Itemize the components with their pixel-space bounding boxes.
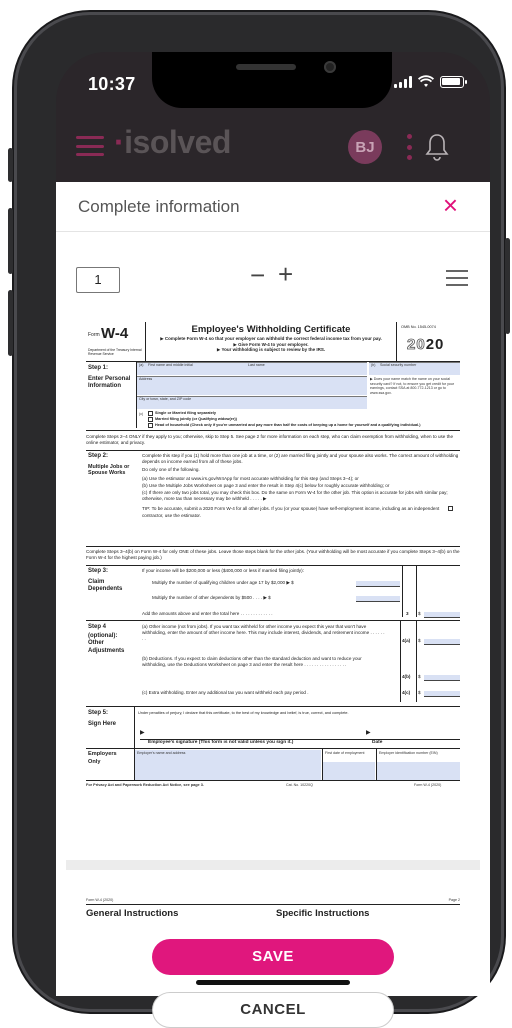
- employers-only-label: Employers Only: [88, 751, 117, 765]
- modal-header: [56, 182, 490, 232]
- app-header: [56, 112, 490, 182]
- status-icons: [394, 76, 464, 88]
- volume-down-button: [8, 290, 13, 356]
- specific-instructions-heading: Specific Instructions: [276, 908, 370, 919]
- single-checkbox[interactable]: [148, 411, 153, 416]
- bell-icon[interactable]: [424, 132, 450, 162]
- hamburger-menu-icon[interactable]: [76, 136, 104, 156]
- cancel-button[interactable]: CANCEL: [152, 992, 394, 1028]
- other-dependents-amount-field[interactable]: [356, 596, 400, 602]
- isolved-logo: ·isolved: [114, 124, 231, 160]
- page-number-input[interactable]: 1: [76, 267, 120, 293]
- form-number: W-4: [101, 325, 129, 342]
- step3-label: Step 3: Claim Dependents: [88, 568, 123, 592]
- filing-status-options: Single or Married filing separately Married filing jointly (or Qualifying widow(er)) Head of household (Check only if you're unmarried and pay more than half the costs of keeping up a home for yourself and a qualifying individual.): [148, 410, 448, 428]
- step4-label: Step 4 (optional): Other Adjustments: [88, 624, 125, 654]
- form-header: Form W-4 Department of the Treasury Internal Revenue Service Employee's Withholding Certificate ▶ Complete Form W-4 so that your employer can withhold the correct federal income tax from your pay. ▶ Give Form W-4 to your employer. ▶ Your withholding is subject to review by the IRS. OMB No. 1545-0074 2020: [86, 322, 460, 362]
- complete-information-modal: [56, 182, 490, 1018]
- general-instructions-heading: General Instructions: [86, 908, 179, 919]
- address-field[interactable]: [137, 376, 367, 395]
- deductions-field[interactable]: [424, 675, 460, 681]
- save-button[interactable]: SAVE: [152, 939, 394, 975]
- form-title: Employee's Withholding Certificate: [191, 324, 351, 335]
- wifi-icon: [418, 76, 434, 88]
- page-separator: [66, 860, 480, 870]
- mute-switch: [8, 148, 13, 182]
- two-jobs-checkbox[interactable]: [448, 506, 453, 511]
- more-options-icon[interactable]: [406, 134, 412, 160]
- pdf-toolbar: [56, 232, 490, 302]
- status-time: 10:37: [88, 74, 136, 94]
- w4-form-page: Form W-4 Department of the Treasury Internal Revenue Service Employee's Withholding Certificate ▶ Complete Form W-4 so that your employer can withhold the correct federal income tax from your pay. ▶ Give Form W-4 to your employer. ▶ Your withholding is subject to review by the IRS. OMB No. 1545-0074 2020 Step 1: Enter Personal Information (a) First name and middle initial Last name (b) Social security number Address City or town, state, and ZIP code ▶ Does your name match the name on your social security card? If not, to ensure you get credit for your earnings, contact SSA at 800-772-1213 or go to www.ssa.gov. (c) Single or Married filing separately Married filing jointly (or Qualifying widow(er)) Head of household (Check only if you're unmarried and pay more than half the costs of keeping up a home for yourself and a qualifying individual.) Complete Steps 2–4 ONLY if they apply to you; otherwise, skip to Step 5. See page 2 for more information on each step, who can claim exemption from withholding, when to use the online estimator, and privacy. Step 2: Multiple Jobs or Spouse Works Complete this step if you (1) hold more than one job at a time, or (2) are married filing jointly and your spouse also works. The correct amount of withholding depends on income earned from all of these jobs. Do only one of the following. (a) Use the estimator at www.irs.gov/W4App for most accurate withholding for this step (and Steps 3–4); or (b) Use the Multiple Jobs Worksheet on page 3 and enter the result in Step 4(c) below for roughly accurate withholding; or (c) If there are only two jobs total, you may check this box. Do the same on Form W-4 for the other job. This option is accurate for jobs with similar pay; otherwise, more tax than necessary may be withheld . . . . . ▶ TIP: To be accurate, submit a 2020 Form W-4 for all other jobs. If you (or your spouse) have self-employment income, including as an independent contractor, use the estimator. Complete Steps 3–4(b) on Form W-4 for only ONE of these jobs. Leave those steps blank for the other jobs. (Your withholding will be most accurate if you complete Steps 3–4(b) on the Form W-4 for the highest paying job.) Step 3: Claim Dependents If your income will be $200,000 or less ($400,000 or less if married filing jointly): Multiply the number of qualifying children under age 17 by $2,000 ▶ $ Multiply the number of other dependents by $500 . . . . ▶ $ Add the amounts above and enter the total here . . . . . . . . . . . . . 3 $ Step 4 (optional): Other Adjustments (a) Other income (not from jobs). If you want tax withheld for other income you expect this year that won't have withholding, enter the amount of other income here. This may include interest, dividends, and retirement income . . . . . . . . 4(a) $ (b) Deductions. If you expect to claim deductions other than the standard deduction and want to reduce your withholding, use the Deductions Worksheet on page 3 and enter the result here . . . . . . . . . . . . . . . . . 4(b) $ (c) Extra withholding. Enter any additional tax you want withheld each pay period . 4(c) $ Step 5: Sign Here Under penalties of perjury, I declare that this certificate, to the best of my knowledge and belief, is true, correct, and complete. ▶ ▶ Employee's signature (This form is not valid unless you sign it.) Date Employers Only Employer's name and address First date of employment Employer identification number (EIN) For Privacy Act and Paperwork Reduction Act Notice, see page 3. Cat. No. 10220Q Form W-4 (2020): [86, 322, 460, 832]
- volume-up-button: [8, 208, 13, 274]
- step3-total-field[interactable]: [424, 612, 460, 618]
- head-of-household-checkbox[interactable]: [148, 423, 153, 428]
- phone-frame: [14, 12, 504, 1018]
- married-checkbox[interactable]: [148, 417, 153, 422]
- home-indicator[interactable]: [196, 980, 350, 985]
- other-income-field[interactable]: [424, 639, 460, 645]
- pdf-viewer: [56, 232, 490, 832]
- first-date-field[interactable]: [323, 762, 375, 780]
- children-amount-field[interactable]: [356, 581, 400, 587]
- signal-icon: [394, 76, 412, 88]
- signature-line-label[interactable]: Employee's signature (This form is not valid unless you sign it.): [148, 740, 294, 745]
- battery-icon: [440, 76, 464, 88]
- step2-label: Step 2: Multiple Jobs or Spouse Works: [88, 453, 130, 476]
- modal-title: Complete information: [78, 197, 240, 216]
- power-button: [505, 238, 510, 334]
- dynamic-island: [152, 52, 392, 108]
- ein-field[interactable]: [377, 762, 460, 780]
- date-line-label[interactable]: Date: [372, 740, 383, 745]
- user-avatar[interactable]: BJ: [348, 130, 382, 164]
- close-icon[interactable]: ×: [442, 190, 458, 220]
- zoom-in-button[interactable]: +: [278, 259, 294, 289]
- screen: [56, 52, 490, 1018]
- zoom-out-button[interactable]: −: [250, 260, 266, 290]
- pdf-menu-icon[interactable]: [446, 270, 468, 286]
- w4-page-2: Form W-4 (2020) Page 2 General Instructions Specific Instructions: [86, 898, 460, 919]
- form-year: 2020: [407, 336, 445, 353]
- step1-label: Step 1: Enter Personal Information: [88, 365, 131, 389]
- step5-label: Step 5: Sign Here: [88, 710, 117, 727]
- extra-withholding-field[interactable]: [424, 691, 460, 697]
